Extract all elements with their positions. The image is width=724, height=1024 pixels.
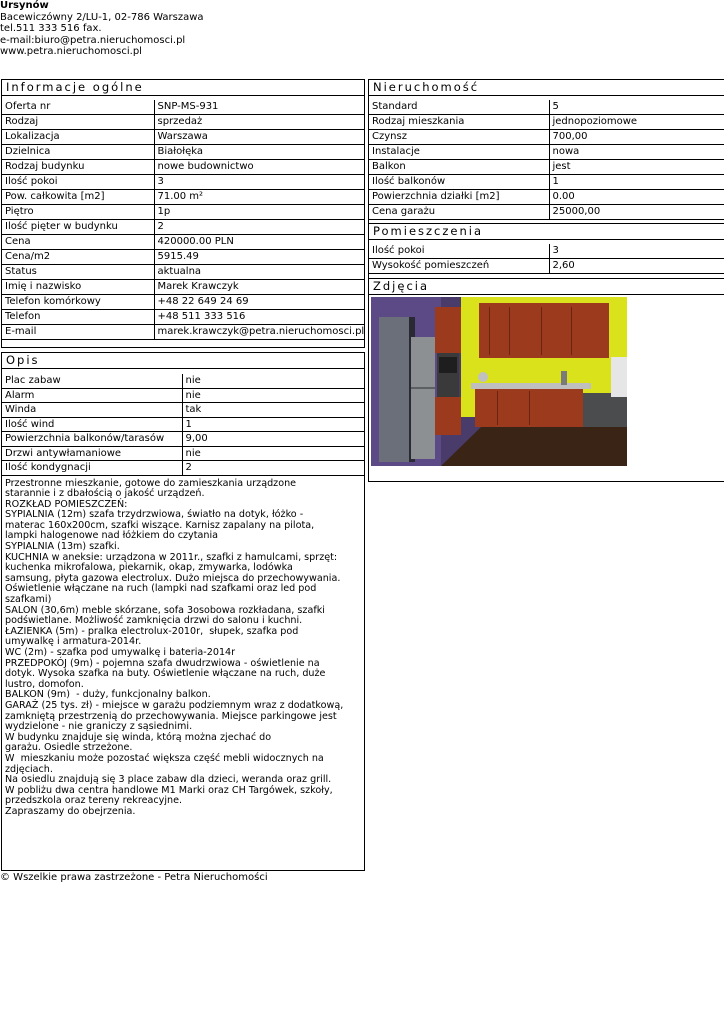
row-label: Winda — [2, 403, 182, 418]
row-label: Pow. całkowita [m2] — [2, 190, 154, 205]
row-value: 5 — [549, 100, 724, 115]
table-row — [2, 160, 364, 175]
table-row — [2, 220, 364, 235]
row-value: 3 — [549, 244, 724, 259]
general-info-title: Informacje ogólne — [2, 80, 364, 96]
row-value: Marek Krawczyk — [154, 280, 364, 295]
row-label: Dzielnica — [2, 145, 154, 160]
table-row — [2, 325, 364, 340]
row-value: nowe budownictwo — [154, 160, 364, 175]
agency-address: Bacewiczówny 2/LU-1, 02-786 Warszawa — [0, 11, 204, 23]
description-title: Opis — [2, 353, 364, 369]
row-label: Ilość wind — [2, 417, 182, 432]
row-label: Wysokość pomieszczeń — [369, 259, 549, 274]
table-row — [2, 310, 364, 325]
agency-website: www.petra.nieruchomosci.pl — [0, 46, 142, 57]
table-row — [2, 280, 364, 295]
row-label: Imię i nazwisko — [2, 280, 154, 295]
table-row — [369, 190, 724, 205]
row-value: Białołęka — [154, 145, 364, 160]
row-value: +48 511 333 516 — [154, 310, 364, 325]
row-value: 25000,00 — [549, 205, 724, 220]
agency-header — [0, 0, 204, 58]
description-panel — [1, 352, 365, 871]
table-row — [369, 115, 724, 130]
row-value: nie — [182, 388, 364, 403]
table-row — [2, 295, 364, 310]
row-label: Ilość balkonów — [369, 175, 549, 190]
row-value: nowa — [549, 145, 724, 160]
row-label: Powierzchnia działki [m2] — [369, 190, 549, 205]
row-label: Cena/m2 — [2, 250, 154, 265]
row-label: Instalacje — [369, 145, 549, 160]
row-label: Rodzaj mieszkania — [369, 115, 549, 130]
row-label: Powierzchnia balkonów/tarasów — [2, 432, 182, 447]
rooms-table — [369, 244, 724, 274]
table-row — [2, 388, 364, 403]
table-row — [2, 250, 364, 265]
table-row — [2, 175, 364, 190]
row-label: Piętro — [2, 205, 154, 220]
table-row — [2, 461, 364, 476]
row-label: Standard — [369, 100, 549, 115]
row-value: 2 — [154, 220, 364, 235]
row-value: nie — [182, 374, 364, 388]
row-value: 1 — [182, 417, 364, 432]
photos-title: Zdjęcia — [369, 278, 724, 295]
row-label: Rodzaj budynku — [2, 160, 154, 175]
row-value: 0.00 — [549, 190, 724, 205]
kitchen-photo[interactable] — [371, 297, 627, 466]
table-row — [2, 417, 364, 432]
table-row — [369, 259, 724, 274]
table-row — [369, 100, 724, 115]
row-value: Warszawa — [154, 130, 364, 145]
table-row — [369, 244, 724, 259]
row-label: Plac zabaw — [2, 374, 182, 388]
row-label: Telefon — [2, 310, 154, 325]
table-row — [2, 432, 364, 447]
row-value: jest — [549, 160, 724, 175]
table-row — [2, 403, 364, 418]
row-value: 3 — [154, 175, 364, 190]
description-text: Przestronne mieszkanie, gotowe do zamieszkania urządzone starannie i z dbałością o jakość urządzeń. ROZKŁAD POMIESZCZEŃ: SYPIALNIA (12m) szafa trzydrzwiowa, światło na dotyk, łóżko - materac 160x200cm, szafki wiszące. Karnisz zapalany na pilota, lampki halogenowe nad łóżkiem do czytania SYPIALNIA (13m) szafki. KUCHNIA w aneksie: urządzona w 2011r., szafki z hamulcami, sprzęt: kuchenka mikrofalowa, piekarnik, okap, zmywarka, lodówka samsung, płyta gazowa electrolux. Dużo miejsca do przechowywania. Oświetlenie włączane na ruch (lampki nad szafkami oraz led pod szafkami) SALON (30,6m) meble skórzane, sofa 3osobowa rozkładana, szafki podświetlane. Możliwość zamknięcia drzwi do salonu i kuchni. ŁAZIENKA (5m) - pralka electrolux-2010r, słupek, szafka pod umywalkę i armatura-2014r. WC (2m) - szafka pod umywalkę i bateria-2014r PRZEDPOKÓJ (9m) - pojemna szafa dwudrzwiowa - oświetlenie na dotyk. Wysoka szafka na buty. Oświetlenie włączane na ruch, duże lustro, domofon. BALKON (9m) - duży, funkcjonalny balkon. GARAŻ (25 tys. zł) - miejsce w garażu podziemnym wraz z dodatkową, zamkniętą przestrzenią do przechowywania. Miejsce parkingowe jest wydzielone - nie graniczy z sąsiednimi. W budynku znajduje się winda, którą można zjechać do garażu. Osiedle strzeżone. W mieszkaniu może pozostać większa część mebli widocznych na zdjęciach. Na osiedlu znajdują się 3 place zabaw dla dzieci, weranda oraz grill. W pobliżu dwa centra handlowe M1 Marki oraz CH Targówek, szkoły, przedszkola oraz tereny rekreacyjne. Zapraszamy do obejrzenia. — [5, 477, 344, 817]
row-label: Ilość kondygnacji — [2, 461, 182, 476]
table-row — [2, 265, 364, 280]
table-row — [369, 160, 724, 175]
table-row — [369, 205, 724, 220]
row-value: 2,60 — [549, 259, 724, 274]
table-row — [2, 130, 364, 145]
row-label: E-mail — [2, 325, 154, 340]
row-label: Cena — [2, 235, 154, 250]
row-value: SNP-MS-931 — [154, 100, 364, 115]
rooms-title: Pomieszczenia — [369, 223, 724, 240]
row-value: 420000.00 PLN — [154, 235, 364, 250]
row-label: Drzwi antywłamaniowe — [2, 446, 182, 461]
agency-phone: tel.511 333 516 fax. — [0, 23, 102, 34]
row-value: 2 — [182, 461, 364, 476]
row-label: Oferta nr — [2, 100, 154, 115]
row-value: 1 — [549, 175, 724, 190]
row-value: marek.krawczyk@petra.nieruchomosci.pl — [154, 325, 364, 340]
row-value: nie — [182, 446, 364, 461]
table-row — [2, 446, 364, 461]
row-value: 9,00 — [182, 432, 364, 447]
row-label: Cena garażu — [369, 205, 549, 220]
row-label: Balkon — [369, 160, 549, 175]
table-row — [2, 190, 364, 205]
row-value: +48 22 649 24 69 — [154, 295, 364, 310]
row-value: tak — [182, 403, 364, 418]
table-row — [2, 145, 364, 160]
row-value: 5915.49 — [154, 250, 364, 265]
row-label: Lokalizacja — [2, 130, 154, 145]
property-panel — [368, 79, 724, 482]
table-row — [2, 115, 364, 130]
kitchen-photo-image — [371, 297, 627, 466]
row-value: 700,00 — [549, 130, 724, 145]
row-label: Ilość pokoi — [369, 244, 549, 259]
row-label: Ilość pokoi — [2, 175, 154, 190]
row-value: 1p — [154, 205, 364, 220]
table-row — [369, 145, 724, 160]
agency-email: e-mail:biuro@petra.nieruchomosci.pl — [0, 34, 186, 46]
table-row — [369, 130, 724, 145]
row-label: Ilość pięter w budynku — [2, 220, 154, 235]
row-value: 71.00 m² — [154, 190, 364, 205]
row-value: aktualna — [154, 265, 364, 280]
table-row — [2, 374, 364, 388]
row-value: jednopoziomowe — [549, 115, 724, 130]
property-title: Nieruchomość — [369, 80, 724, 96]
row-label: Rodzaj — [2, 115, 154, 130]
row-label: Czynsz — [369, 130, 549, 145]
row-value: sprzedaż — [154, 115, 364, 130]
general-info-table — [2, 100, 364, 340]
table-row — [369, 175, 724, 190]
row-label: Telefon komórkowy — [2, 295, 154, 310]
agency-title: Ursynów — [0, 0, 49, 11]
copyright-footer: © Wszelkie prawa zastrzeżone - Petra Nieruchomości — [0, 872, 268, 883]
property-table — [369, 100, 724, 220]
features-table — [2, 374, 364, 476]
row-label: Status — [2, 265, 154, 280]
row-label: Alarm — [2, 388, 182, 403]
general-info-panel — [1, 79, 365, 348]
table-row — [2, 205, 364, 220]
table-row — [2, 100, 364, 115]
table-row — [2, 235, 364, 250]
